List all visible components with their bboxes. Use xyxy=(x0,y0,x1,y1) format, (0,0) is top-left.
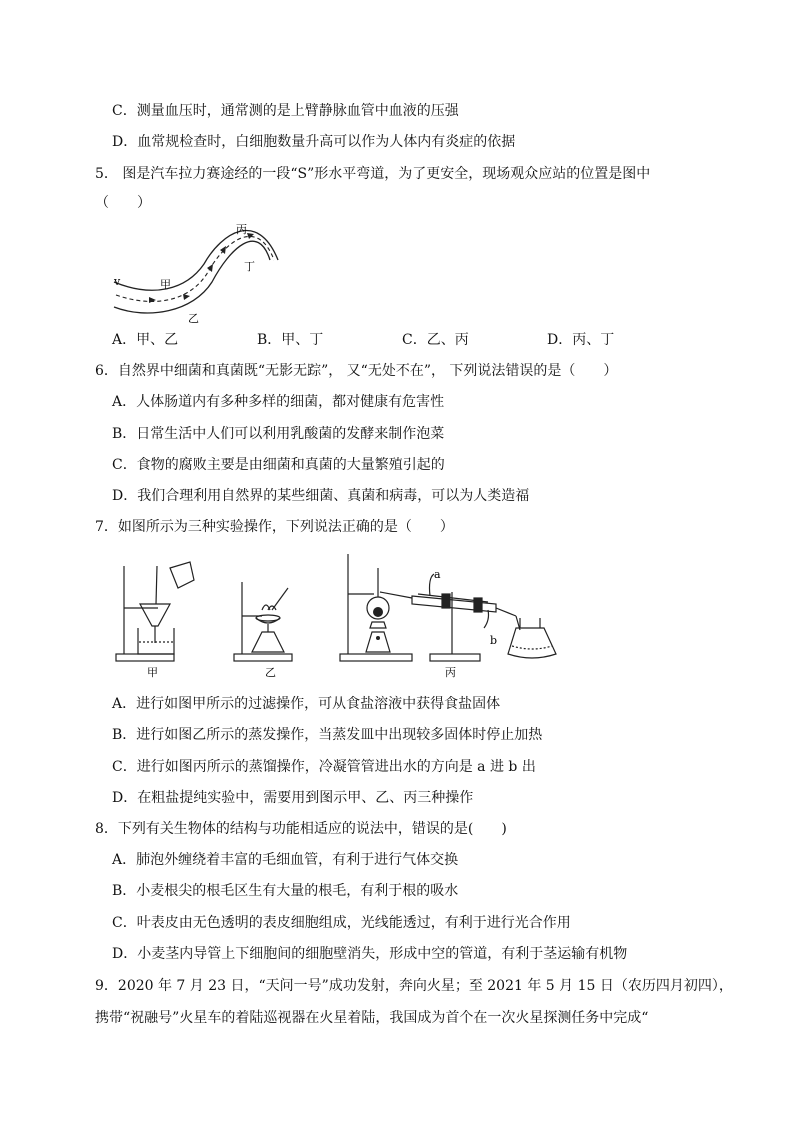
q4-option-c: C．测量血压时，通常测的是上臂静脉血管中血液的压强 xyxy=(112,103,459,119)
q8-stem: 8．下列有关生物体的结构与功能相适应的说法中，错误的是( ) xyxy=(95,821,507,837)
fig5-label-yi: 乙 xyxy=(188,312,199,324)
q5-option-b: B．甲、丁 xyxy=(257,332,324,348)
lab-apparatus-figure xyxy=(112,548,562,683)
fig5-label-ding: 丁 xyxy=(244,260,255,273)
q5-option-d: D．丙、丁 xyxy=(547,332,615,348)
q8-option-b: B．小麦根尖的根毛区生有大量的根毛，有利于根的吸水 xyxy=(112,883,459,899)
q5-option-a: A．甲、乙 xyxy=(112,332,179,348)
q7-option-d: D．在粗盐提纯实验中，需要用到图示甲、乙、丙三种操作 xyxy=(112,790,474,806)
q7-option-b: B．进行如图乙所示的蒸发操作，当蒸发皿中出现较多固体时停止加热 xyxy=(112,727,543,743)
q8-option-d: D．小麦茎内导管上下细胞间的细胞壁消失，形成中空的管道，有利于茎运输有机物 xyxy=(112,946,628,962)
q6-option-a: A．人体肠道内有多种多样的细菌，都对健康有危害性 xyxy=(112,394,445,410)
q6-stem: 6．自然界中细菌和真菌既“无影无踪”， 又“无处不在”， 下列说法错误的是（ ） xyxy=(95,363,618,379)
s-curve-road-figure xyxy=(108,212,288,324)
q5-option-c: C．乙、丙 xyxy=(402,332,469,348)
q5-options xyxy=(112,330,692,350)
q7-option-c: C．进行如图丙所示的蒸馏操作，冷凝管管进出水的方向是 a 进 b 出 xyxy=(112,759,536,775)
fig7-label-bing: 丙 xyxy=(445,666,456,679)
q8-option-a: A．肺泡外缠绕着丰富的毛细血管，有利于进行气体交换 xyxy=(112,852,459,868)
fig5-label-bing: 丙 xyxy=(236,223,247,236)
q7-stem: 7．如图所示为三种实验操作，下列说法正确的是（ ） xyxy=(95,519,454,535)
q9-line-2: 携带“祝融号”火星车的着陆巡视器在火星着陆，我国成为首个在一次火星探测任务中完成“ xyxy=(95,1010,649,1026)
q4-option-d: D．血常规检查时，白细胞数量升高可以作为人体内有炎症的依据 xyxy=(112,134,516,150)
q6-option-c: C．食物的腐败主要是由细菌和真菌的大量繁殖引起的 xyxy=(112,457,445,473)
q5-answer-blank: （ ） xyxy=(95,195,151,211)
fig5-label-jia: 甲 xyxy=(160,278,171,291)
fig7-label-b: b xyxy=(490,634,498,647)
q6-option-b: B．日常生活中人们可以利用乳酸菌的发酵来制作泡菜 xyxy=(112,426,445,442)
q9-line-1: 9．2020 年 7 月 23 日，“天问一号”成功发射，奔向火星；至 2021 年 5 月 15 日（农历四月初四）， xyxy=(95,978,733,994)
q5-stem: 5． 图是汽车拉力赛途经的一段“S”形水平弯道，为了更安全，现场观众应站的位置是图中 xyxy=(95,166,651,182)
fig7-label-jia: 甲 xyxy=(147,666,158,679)
fig7-label-yi: 乙 xyxy=(265,666,276,679)
fig7-label-a: a xyxy=(434,568,441,581)
fig5-label-v: v xyxy=(114,275,121,288)
q8-option-c: C．叶表皮由无色透明的表皮细胞组成，光线能透过，有利于进行光合作用 xyxy=(112,915,571,931)
q6-option-d: D．我们合理利用自然界的某些细菌、真菌和病毒，可以为人类造福 xyxy=(112,488,530,504)
q7-option-a: A．进行如图甲所示的过滤操作，可从食盐溶液中获得食盐固体 xyxy=(112,696,501,712)
